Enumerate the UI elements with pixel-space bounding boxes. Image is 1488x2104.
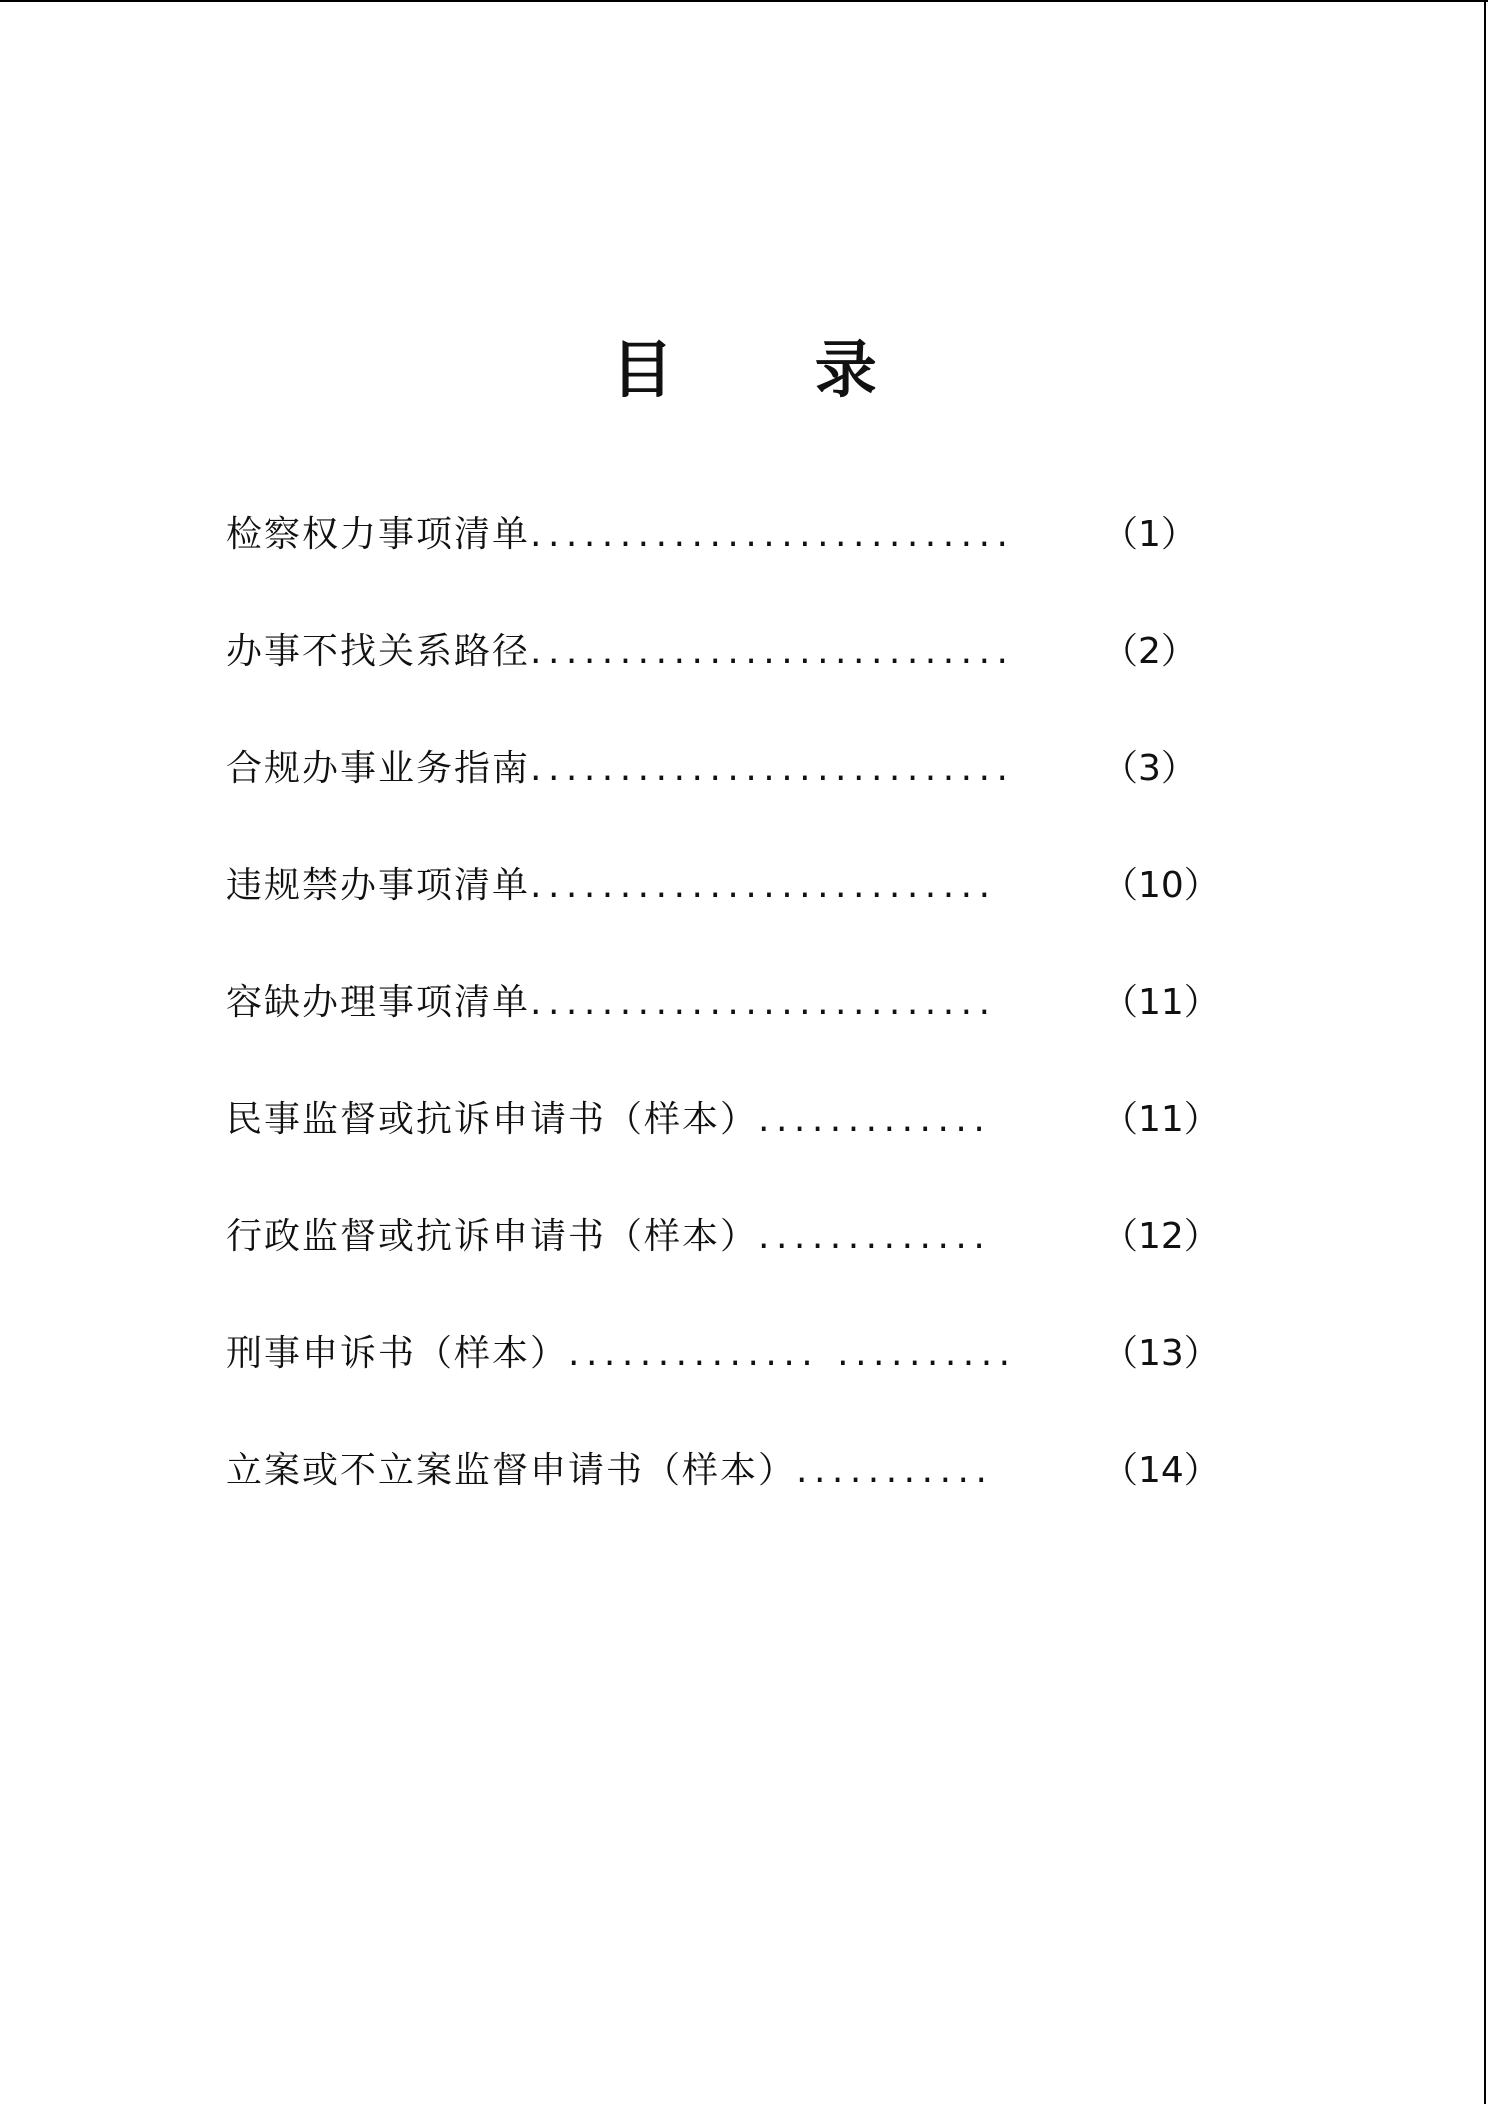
page-right-border [1484,0,1486,2104]
toc-leader-dots: ........................... [530,748,1015,789]
toc-entry-label: 检察权力事项清单 [226,514,531,555]
table-of-contents [226,505,1236,1558]
toc-page-number: （11） [1102,1099,1220,1140]
toc-page-number: （2） [1102,631,1197,672]
toc-entry[interactable] [226,505,1236,622]
toc-leader-dots: .............. .......... [568,1333,1017,1374]
toc-entry[interactable] [226,1090,1236,1207]
toc-page-number: （13） [1102,1333,1220,1374]
toc-title: 目 录 [611,333,937,406]
toc-entry-label: 立案或不立案监督申请书（样本） [226,1450,797,1491]
toc-entry-label: 容缺办理事项清单 [226,982,531,1023]
toc-leader-dots: ............. [758,1099,992,1140]
toc-leader-dots: ............. [758,1216,992,1257]
toc-leader-dots: ........... [796,1450,994,1491]
page-top-border [0,0,1488,2]
toc-entry-label: 民事监督或抗诉申请书（样本） [226,1099,759,1140]
toc-page-number: （3） [1102,748,1197,789]
toc-leader-dots: ........................... [530,514,1015,555]
toc-page-number: （14） [1102,1450,1220,1491]
toc-entry[interactable] [226,1324,1236,1441]
toc-entry[interactable] [226,973,1236,1090]
toc-entry-label: 违规禁办事项清单 [226,865,531,906]
toc-leader-dots: .......................... [530,865,997,906]
toc-entry[interactable] [226,622,1236,739]
toc-entry-label: 办事不找关系路径 [226,631,531,672]
toc-leader-dots: .......................... [530,982,997,1023]
toc-page-number: （12） [1102,1216,1220,1257]
toc-page-number: （11） [1102,982,1220,1023]
toc-entry[interactable] [226,1441,1236,1558]
toc-entry-label: 刑事申诉书（样本） [226,1333,569,1374]
toc-leader-dots: ........................... [530,631,1015,672]
toc-entry[interactable] [226,856,1236,973]
toc-entry[interactable] [226,739,1236,856]
toc-page-number: （1） [1102,514,1197,555]
toc-entry-label: 行政监督或抗诉申请书（样本） [226,1216,759,1257]
toc-page-number: （10） [1102,865,1220,906]
toc-entry-label: 合规办事业务指南 [226,748,531,789]
toc-entry[interactable] [226,1207,1236,1324]
